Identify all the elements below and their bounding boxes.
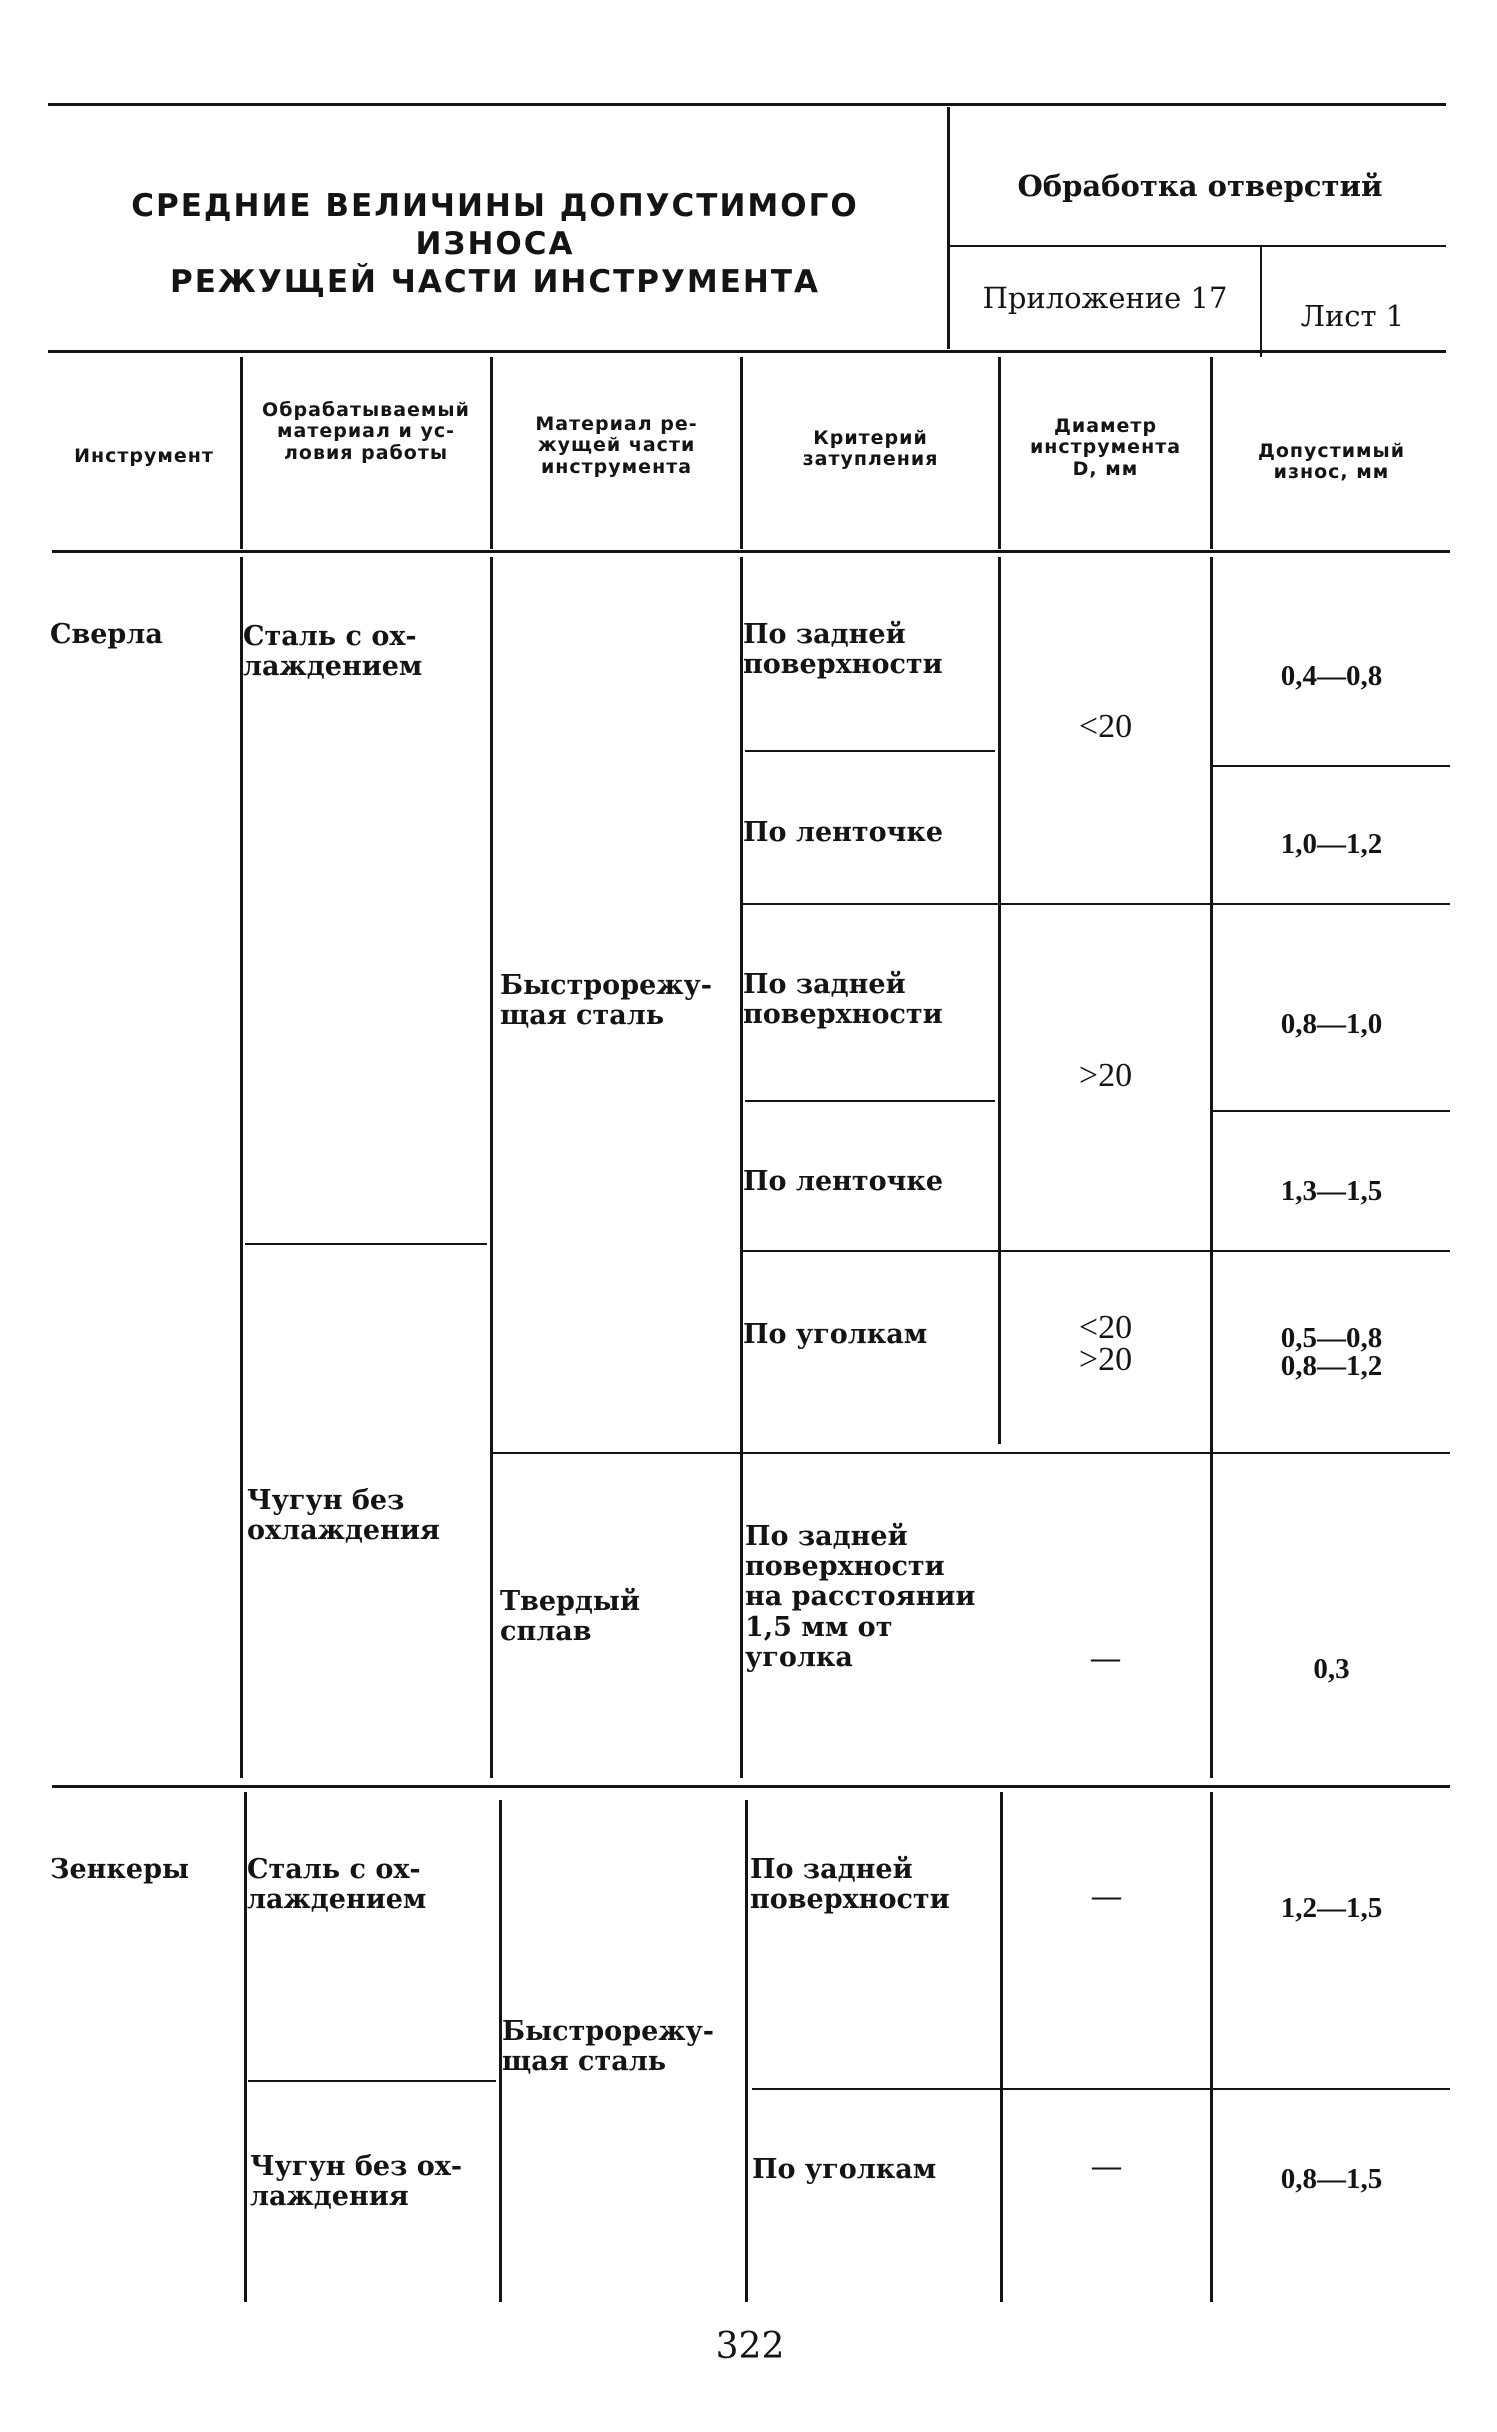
- drills-diameter-small: <20: [1078, 708, 1133, 745]
- drill-sep-b: [1213, 765, 1450, 767]
- col-instrument: Инструмент: [74, 445, 214, 467]
- sheet-divider: [1260, 247, 1262, 357]
- drills-wear-1: 0,4—0,8: [1280, 660, 1383, 692]
- sink-sep-a: [248, 2080, 496, 2082]
- sink-line-5: [1210, 1792, 1213, 2302]
- drill-sep-c: [743, 903, 1450, 905]
- drills-criterion-back-2: По задней поверхности: [743, 969, 943, 1031]
- col-cutting-material: Материал ре- жущей части инструмента: [535, 413, 698, 478]
- countersinks-diameter-2: —: [1092, 2150, 1121, 2182]
- drills-diameter-dash: —: [1091, 1642, 1120, 1674]
- drill-sep-a: [745, 750, 995, 752]
- drill-line-2: [490, 557, 493, 1778]
- countersinks-hss: Быстрорежу- щая сталь: [502, 2016, 715, 2078]
- drills-criterion-margin-2: По ленточке: [743, 1166, 944, 1197]
- countersinks-criterion-back: По задней поверхности: [750, 1854, 950, 1916]
- drills-hss: Быстрорежу- щая сталь: [500, 970, 713, 1032]
- countersinks-diameter-1: —: [1092, 1880, 1121, 1912]
- drills-steel-material: Сталь с ох- лаждением: [243, 621, 423, 683]
- drills-instrument: Сверла: [50, 619, 163, 650]
- col-criterion: Критерий затупления: [802, 427, 939, 471]
- sink-line-3: [745, 1800, 748, 2302]
- top-rule: [48, 103, 1446, 106]
- title-line-2: РЕЖУЩЕЙ ЧАСТИ ИНСТРУМЕНТА: [170, 263, 820, 300]
- appendix-label: Приложение 17: [982, 281, 1228, 315]
- col-diameter: Диаметр инструмента D, мм: [1029, 415, 1182, 480]
- drills-cast-material: Чугун без охлаждения: [247, 1485, 440, 1547]
- col-wear: Допустимый износ, мм: [1257, 440, 1406, 484]
- page-title: [60, 188, 930, 301]
- drills-criterion-carbide: По задней поверхности на расстоянии 1,5 мм от уголка: [745, 1521, 976, 1673]
- countersinks-criterion-corners: По уголкам: [752, 2154, 937, 2185]
- drills-wear-6: 0,3: [1313, 1653, 1350, 1685]
- drills-wear-5: 0,5—0,8 0,8—1,2: [1280, 1322, 1383, 1382]
- page-number: 322: [715, 2326, 785, 2367]
- drills-criterion-corners: По уголкам: [743, 1319, 928, 1350]
- drills-diameter-large: >20: [1078, 1057, 1133, 1094]
- drill-sep-d: [745, 1100, 995, 1102]
- countersinks-instrument: Зенкеры: [50, 1854, 190, 1885]
- drill-line-5: [1210, 557, 1213, 1778]
- countersinks-steel-material: Сталь с ох- лаждением: [247, 1854, 427, 1916]
- col-material: Обрабатываемый материал и ус- ловия работы: [262, 399, 470, 464]
- countersinks-wear-1: 1,2—1,5: [1280, 1892, 1383, 1924]
- sheet-label: Лист 1: [1300, 299, 1405, 333]
- drill-sep-g: [743, 1250, 1450, 1252]
- section-divider-rule: [52, 1785, 1450, 1788]
- drills-wear-2: 1,0—1,2: [1280, 828, 1383, 860]
- column-header-bottom-rule: [52, 550, 1450, 553]
- drills-wear-4: 1,3—1,5: [1280, 1175, 1383, 1207]
- countersinks-wear-2: 0,8—1,5: [1280, 2163, 1383, 2195]
- drills-carbide: Твердый сплав: [500, 1586, 640, 1648]
- drill-line-4: [998, 557, 1001, 1444]
- drills-criterion-margin: По ленточке: [743, 817, 944, 848]
- sink-sep-b: [752, 2088, 1450, 2090]
- drill-sep-f: [245, 1243, 487, 1245]
- sink-line-4: [1000, 1792, 1003, 2302]
- drills-diameter-corners: <20 >20: [1078, 1309, 1133, 1379]
- section-label: Обработка отверстий: [1017, 169, 1383, 203]
- header-bottom-rule: [48, 350, 1446, 353]
- header-divider: [947, 107, 950, 349]
- drills-wear-3: 0,8—1,0: [1280, 1008, 1383, 1040]
- header-inner-rule: [949, 245, 1446, 247]
- countersinks-cast-material: Чугун без ох- лаждения: [250, 2151, 463, 2213]
- drill-sep-h: [493, 1452, 1450, 1454]
- title-line-1: СРЕДНИЕ ВЕЛИЧИНЫ ДОПУСТИМОГО ИЗНОСА: [131, 188, 859, 262]
- drill-sep-e: [1213, 1110, 1450, 1112]
- drill-line-1: [240, 557, 243, 1778]
- drills-criterion-back: По задней поверхности: [743, 619, 943, 681]
